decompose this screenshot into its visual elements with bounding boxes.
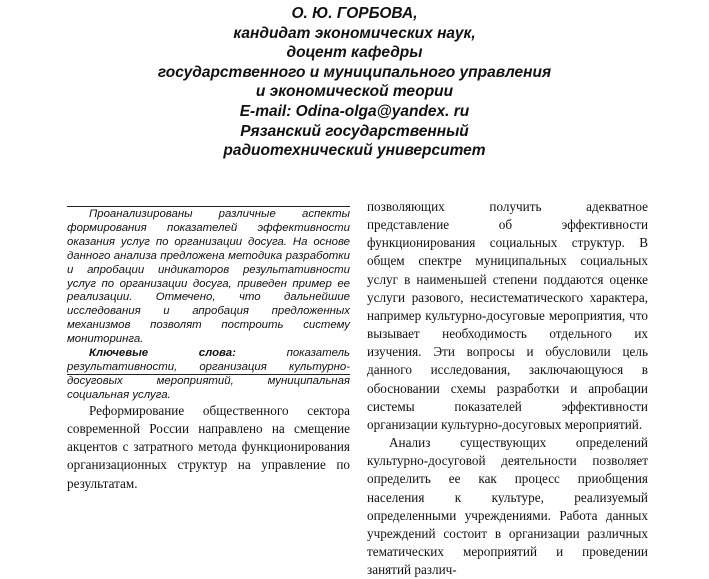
author-degree: кандидат экономических наук, xyxy=(233,24,476,42)
body-left-column xyxy=(67,402,350,493)
abstract-text: Проанализированы различные аспекты формирования показателей эффективности оказания услуг по организации досуга. На основе данного анализа предложена методика разработки и апробации индикаторов результативности услуг по организации досуга, приведен пример ее реализации. Отмечено, что дальнейшие исследования и апробация предложенных механизмов позволят построить систему мониторинга. xyxy=(67,208,350,346)
author-department-line1: государственного и муниципального управления xyxy=(157,63,552,81)
author-university-line1: Рязанский государственный xyxy=(240,122,469,140)
continued-paragraph: позволяющих получить адекватное представление об эффективности функционирования социальных структур. В общем спектре муниципальных социальных услуг в наименьшей степени поддаются оценке услуги разового, несистематического характера, например культурно-досуговые мероприятия, что вызывает необходимость отдельного их изучения. Эти вопросы и обусловили цель данного исследования, заключающуюся в обосновании схемы разработки и апробации системы показателей эффективности организации культурно-досуговых мероприятий. xyxy=(367,199,648,432)
keywords-label: Ключевые слова: xyxy=(89,347,236,360)
definition-paragraph: Анализ существующих определений культурно-досуговой деятельности позволяет определить ее как процесс приобщения населения к культуре, реализуемый определенными учреждениями. Работа данных учреждений состоит в организации различных тематических мероприятий и проведении занятий различ- xyxy=(367,435,648,578)
abstract-bottom-rule xyxy=(67,374,350,375)
author-university-line2: радиотехнический университет xyxy=(223,142,486,160)
author-position: доцент кафедры xyxy=(286,44,423,62)
author-email: E-mail: Odina-olga@yandex. ru xyxy=(239,102,470,120)
keywords-text: показатель результативности, организация культурно-досуговых мероприятий, муниципальная социальная услуга. xyxy=(67,347,351,401)
author-department-line2: и экономической теории xyxy=(255,83,454,101)
body-right-column xyxy=(367,198,648,579)
intro-paragraph: Реформирование общественного сектора современной России направлено на смещение акцентов с затратного метода функционирования организационных структур на управление по результатам. xyxy=(67,403,350,491)
author-info-block xyxy=(0,4,709,161)
author-name: О. Ю. ГОРБОВА, xyxy=(291,5,418,22)
